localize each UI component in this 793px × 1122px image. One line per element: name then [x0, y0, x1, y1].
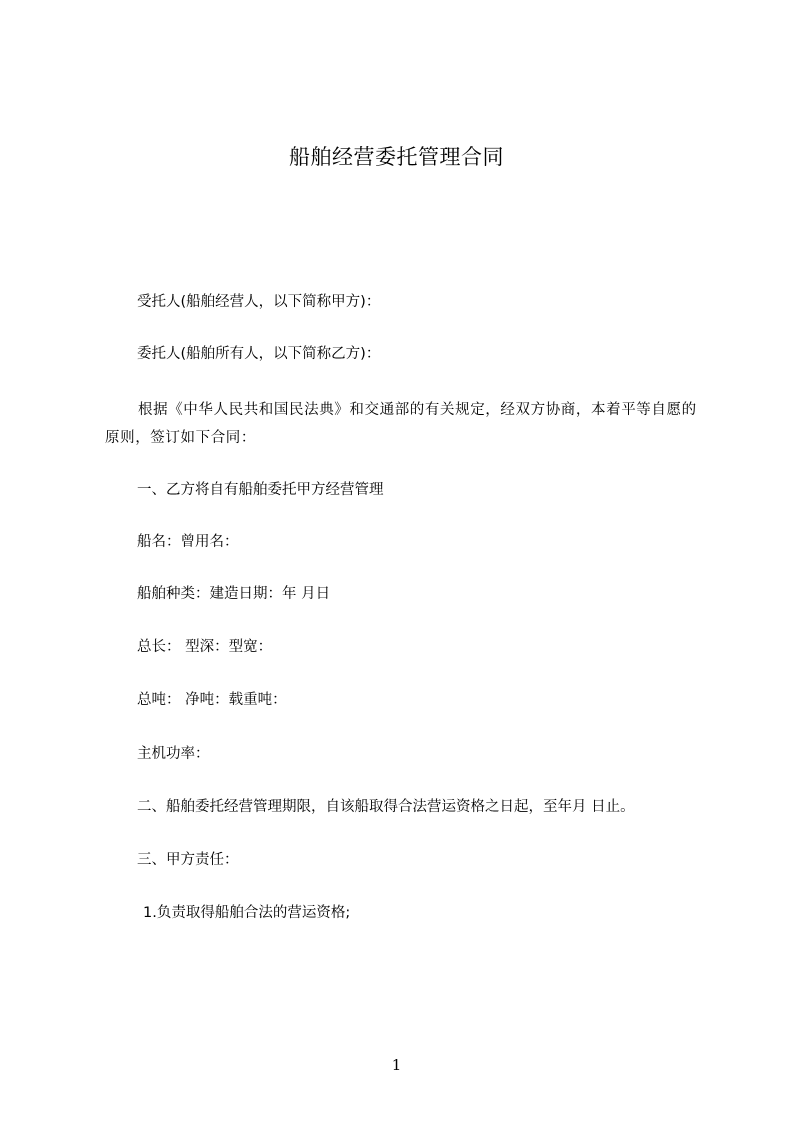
section-heading-1: 一、乙方将自有船舶委托甲方经营管理 — [137, 482, 384, 498]
section-heading-3: 三、甲方责任： — [137, 852, 239, 868]
page-number: 1 — [391, 1056, 402, 1074]
field-dimensions: 总长： 型深：型宽： — [137, 639, 273, 655]
field-engine-power: 主机功率： — [137, 746, 210, 762]
field-tonnage: 总吨： 净吨：载重吨： — [137, 692, 287, 708]
paragraph-entrusting-party: 委托人(船舶所有人，以下简称乙方)： — [137, 346, 381, 362]
paragraph-trustee: 受托人(船舶经营人，以下简称甲方)： — [137, 294, 381, 310]
field-ship-name: 船名：曾用名： — [137, 534, 239, 550]
field-ship-type: 船舶种类：建造日期：年 月日 — [137, 586, 331, 602]
list-item: 1.负责取得船舶合法的营运资格; — [143, 905, 351, 921]
paragraph-preamble: 根据《中华人民共和国民法典》和交通部的有关规定，经双方协商，本着平等自愿的原则，签订如下合同： — [105, 402, 697, 446]
document-title: 船舶经营委托管理合同 — [289, 145, 504, 169]
section-heading-2: 二、船舶委托经营管理期限，自该船取得合法营运资格之日起，至年月 日止。 — [137, 799, 635, 815]
